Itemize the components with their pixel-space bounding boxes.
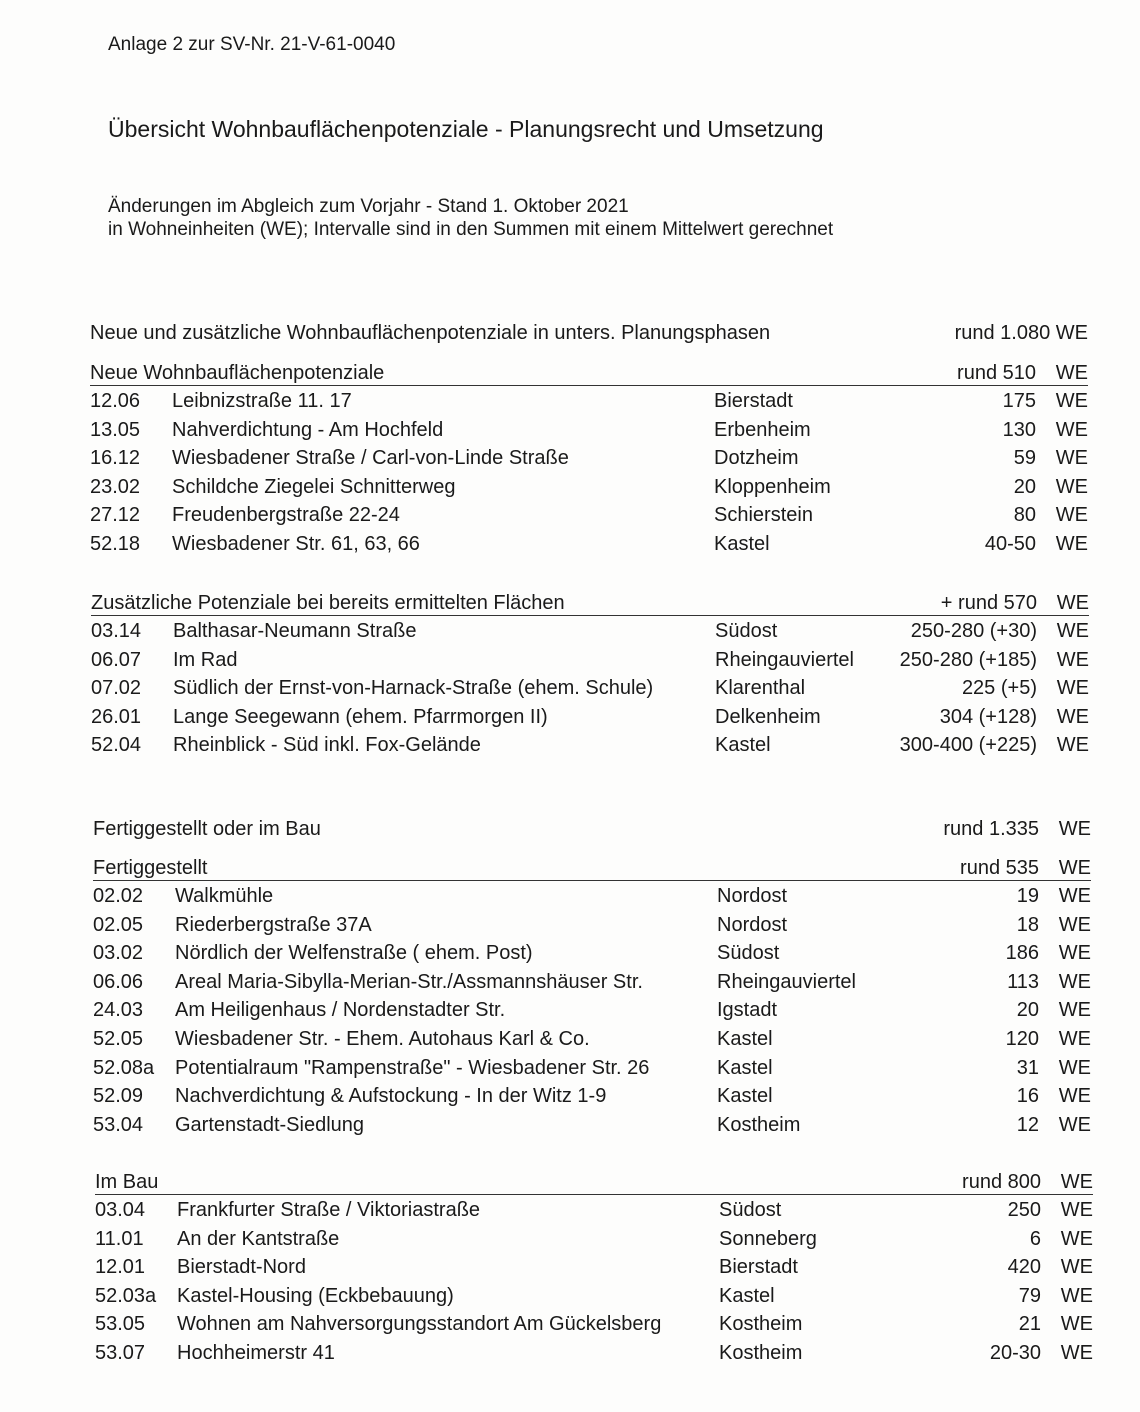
housing-units-value: 250 [1007,1199,1041,1221]
group-heading [93,853,1091,881]
housing-units-value: 250-280 (+185) [899,648,1037,671]
section-planning-total: rund 1.080 WE [954,322,1088,344]
section-completed-label: Fertiggestellt oder im Bau [93,818,321,840]
area-id: 23.02 [90,475,141,498]
housing-units-unit: WE [1055,390,1088,412]
housing-units-unit: WE [1058,970,1091,993]
housing-units-unit: WE [1055,418,1088,441]
table-row [95,1224,1093,1253]
area-name: Riederbergstraße 37A [175,913,372,936]
table-row [93,1081,1091,1110]
table-row [90,500,1088,529]
housing-units-value: 18 [1016,913,1039,936]
area-id: 27.12 [90,504,141,527]
area-name: Wiesbadener Straße / Carl-von-Linde Straße [172,447,569,470]
area-id: 53.05 [95,1313,146,1336]
area-name: Am Heiligenhaus / Nordenstadter Str. [175,999,506,1022]
section-completed-total: rund 1.335 [943,818,1039,840]
district: Rheingauviertel [715,648,854,671]
housing-units-unit: WE [1056,734,1089,757]
district: Nordost [717,913,788,936]
housing-units-unit: WE [1056,677,1089,700]
group-completed [93,853,1091,1138]
area-id: 02.02 [93,885,144,907]
group-total: rund 535 [960,857,1039,879]
group-label: Im Bau [95,1171,159,1193]
table-row [93,910,1091,939]
area-id: 52.05 [93,1027,144,1050]
subtitle-status: Änderungen im Abgleich zum Vorjahr - Stand 1. Oktober 2021 [108,196,629,217]
table-row [93,1024,1091,1053]
group-total: rund 800 [962,1171,1041,1193]
table-row [90,386,1088,415]
housing-units-value: 12 [1016,1113,1039,1136]
housing-units-value: 20 [1013,475,1036,498]
housing-units-unit: WE [1056,705,1089,728]
group-label: Neue Wohnbauflächenpotenziale [90,362,385,384]
housing-units-unit: WE [1058,999,1091,1022]
table-row [90,472,1088,501]
group-label: Fertiggestellt [93,857,208,879]
district: Kastel [717,1027,773,1050]
district: Kastel [714,532,770,555]
housing-units-unit: WE [1058,1056,1091,1079]
table-row [93,967,1091,996]
section-completed-unit: WE [1058,818,1091,840]
housing-units-unit: WE [1056,620,1089,642]
housing-units-unit: WE [1055,504,1088,527]
area-id: 52.18 [90,532,141,555]
area-id: 12.01 [95,1256,146,1279]
housing-units-value: 300-400 (+225) [899,734,1037,757]
housing-units-unit: WE [1060,1227,1093,1250]
housing-units-value: 16 [1016,1085,1039,1108]
group-total-unit: WE [1056,592,1089,614]
table-row [91,673,1089,702]
area-name: Schildche Ziegelei Schnitterweg [172,475,456,498]
area-id: 06.07 [91,648,142,671]
table-row [91,730,1089,759]
area-id: 11.01 [95,1227,144,1250]
group-heading [90,358,1088,386]
housing-units-unit: WE [1060,1199,1093,1221]
district: Kostheim [717,1113,801,1136]
district: Igstadt [717,999,778,1022]
housing-units-value: 21 [1018,1313,1041,1336]
table-row [90,443,1088,472]
area-name: Südlich der Ernst-von-Harnack-Straße (ehem. Schule) [173,677,654,700]
group-under-construction [95,1167,1093,1367]
district: Südost [719,1199,782,1221]
district: Bierstadt [714,390,793,412]
area-name: An der Kantstraße [177,1227,340,1250]
housing-units-value: 130 [1002,418,1036,441]
area-name: Walkmühle [175,885,274,907]
subtitle-units: in Wohneinheiten (WE); Intervalle sind in den Summen mit einem Mittelwert gerechnet [108,219,834,240]
group-total-unit: WE [1060,1171,1093,1193]
housing-units-unit: WE [1058,1113,1091,1136]
section-planning-label: Neue und zusätzliche Wohnbauflächenpotenziale in unters. Planungsphasen [90,322,771,344]
housing-units-value: 175 [1002,390,1036,412]
district: Kostheim [719,1313,803,1336]
housing-units-value: 20 [1016,999,1039,1022]
area-id: 03.04 [95,1199,146,1221]
area-id: 16.12 [90,447,141,470]
area-id: 07.02 [91,677,142,700]
table-row [95,1252,1093,1281]
district: Klarenthal [715,677,806,700]
section-planning-heading [90,322,1088,345]
area-name: Frankfurter Straße / Viktoriastraße [177,1199,481,1221]
housing-units-value: 79 [1018,1284,1041,1307]
district: Schierstein [714,504,813,527]
housing-units-value: 31 [1016,1056,1039,1079]
area-name: Im Rad [173,648,238,671]
area-name: Balthasar-Neumann Straße [173,620,417,642]
housing-units-value: 40-50 [984,532,1036,555]
district: Kastel [719,1284,775,1307]
table-row [95,1195,1093,1224]
district: Kostheim [719,1341,803,1364]
group-heading [95,1167,1093,1195]
housing-units-value: 420 [1007,1256,1041,1279]
area-name: Wohnen am Nahversorgungsstandort Am Gückelsberg [177,1313,662,1336]
district: Südost [717,942,780,965]
area-name: Wiesbadener Str. 61, 63, 66 [172,532,420,555]
area-name: Nördlich der Welfenstraße ( ehem. Post) [175,942,533,965]
table-row [93,1053,1091,1082]
district: Bierstadt [719,1256,798,1279]
housing-units-unit: WE [1060,1341,1093,1364]
table-row [93,995,1091,1024]
housing-units-unit: WE [1058,885,1091,907]
table-row [93,881,1091,910]
housing-units-value: 120 [1005,1027,1039,1050]
area-name: Rheinblick - Süd inkl. Fox-Gelände [173,734,481,757]
table-row [91,645,1089,674]
table-row [90,415,1088,444]
housing-units-unit: WE [1055,475,1088,498]
district: Delkenheim [715,705,821,728]
area-id: 53.07 [95,1341,146,1364]
table-row [91,616,1089,645]
housing-units-value: 6 [1029,1227,1041,1250]
area-id: 52.03a [95,1284,157,1307]
area-id: 12.06 [90,390,141,412]
district: Dotzheim [714,447,799,470]
group-additional-potentials [91,588,1089,759]
table-row [95,1338,1093,1367]
housing-units-value: 80 [1013,504,1036,527]
housing-units-unit: WE [1055,532,1088,555]
housing-units-unit: WE [1056,648,1089,671]
housing-units-value: 250-280 (+30) [910,620,1037,642]
area-name: Wiesbadener Str. - Ehem. Autohaus Karl & Co. [175,1027,590,1050]
area-name: Bierstadt-Nord [177,1256,306,1279]
area-id: 03.02 [93,942,144,965]
district: Sonneberg [719,1227,817,1250]
area-name: Kastel-Housing (Eckbebauung) [177,1284,454,1307]
area-id: 26.01 [91,705,142,728]
district: Südost [715,620,778,642]
district: Kloppenheim [714,475,831,498]
housing-units-unit: WE [1058,942,1091,965]
housing-units-unit: WE [1058,1027,1091,1050]
housing-units-value: 19 [1016,885,1039,907]
area-id: 24.03 [93,999,144,1022]
group-total: + rund 570 [940,592,1037,614]
table-row [93,1110,1091,1139]
table-row [95,1281,1093,1310]
area-id: 06.06 [93,970,144,993]
area-name: Hochheimerstr 41 [177,1341,335,1364]
district: Kastel [715,734,771,757]
housing-units-unit: WE [1058,913,1091,936]
table-row [93,938,1091,967]
area-id: 02.05 [93,913,144,936]
attachment-reference: Anlage 2 zur SV-Nr. 21-V-61-0040 [108,34,396,55]
district: Nordost [717,885,788,907]
table-row [91,702,1089,731]
housing-units-value: 59 [1013,447,1036,470]
area-name: Gartenstadt-Siedlung [175,1113,365,1136]
housing-units-value: 113 [1007,970,1039,993]
area-id: 52.04 [91,734,142,757]
housing-units-value: 186 [1005,942,1039,965]
group-new-potentials [90,358,1088,558]
area-id: 13.05 [90,418,141,441]
group-total-unit: WE [1058,857,1091,879]
housing-units-unit: WE [1058,1085,1091,1108]
area-name: Nahverdichtung - Am Hochfeld [172,418,444,441]
area-id: 53.04 [93,1113,144,1136]
area-name: Potentialraum "Rampenstraße" - Wiesbadener Str. 26 [175,1056,650,1079]
area-name: Lange Seegewann (ehem. Pfarrmorgen II) [173,705,548,728]
housing-units-value: 225 (+5) [961,677,1037,700]
table-row [90,529,1088,558]
housing-units-unit: WE [1060,1313,1093,1336]
district: Erbenheim [714,418,811,441]
area-name: Leibnizstraße 11. 17 [172,390,352,412]
district: Kastel [717,1056,773,1079]
section-completed-heading [93,818,1091,841]
area-name: Nachverdichtung & Aufstockung - In der Witz 1-9 [175,1085,607,1108]
housing-units-value: 20-30 [989,1341,1041,1364]
page-title: Übersicht Wohnbauflächenpotenziale - Planungsrecht und Umsetzung [108,116,824,142]
housing-units-unit: WE [1055,447,1088,470]
area-id: 52.08a [93,1056,155,1079]
table-row [95,1309,1093,1338]
group-heading [91,588,1089,616]
group-total: rund 510 [957,362,1036,384]
area-id: 03.14 [91,620,142,642]
area-name: Freudenbergstraße 22-24 [172,504,400,527]
group-total-unit: WE [1055,362,1088,384]
area-id: 52.09 [93,1085,144,1108]
district: Rheingauviertel [717,970,856,993]
housing-units-unit: WE [1060,1284,1093,1307]
district: Kastel [717,1085,773,1108]
area-name: Areal Maria-Sibylla-Merian-Str./Assmannshäuser Str. [175,970,643,993]
housing-units-value: 304 (+128) [939,705,1037,728]
group-label: Zusätzliche Potenziale bei bereits ermittelten Flächen [91,592,565,614]
housing-units-unit: WE [1060,1256,1093,1279]
